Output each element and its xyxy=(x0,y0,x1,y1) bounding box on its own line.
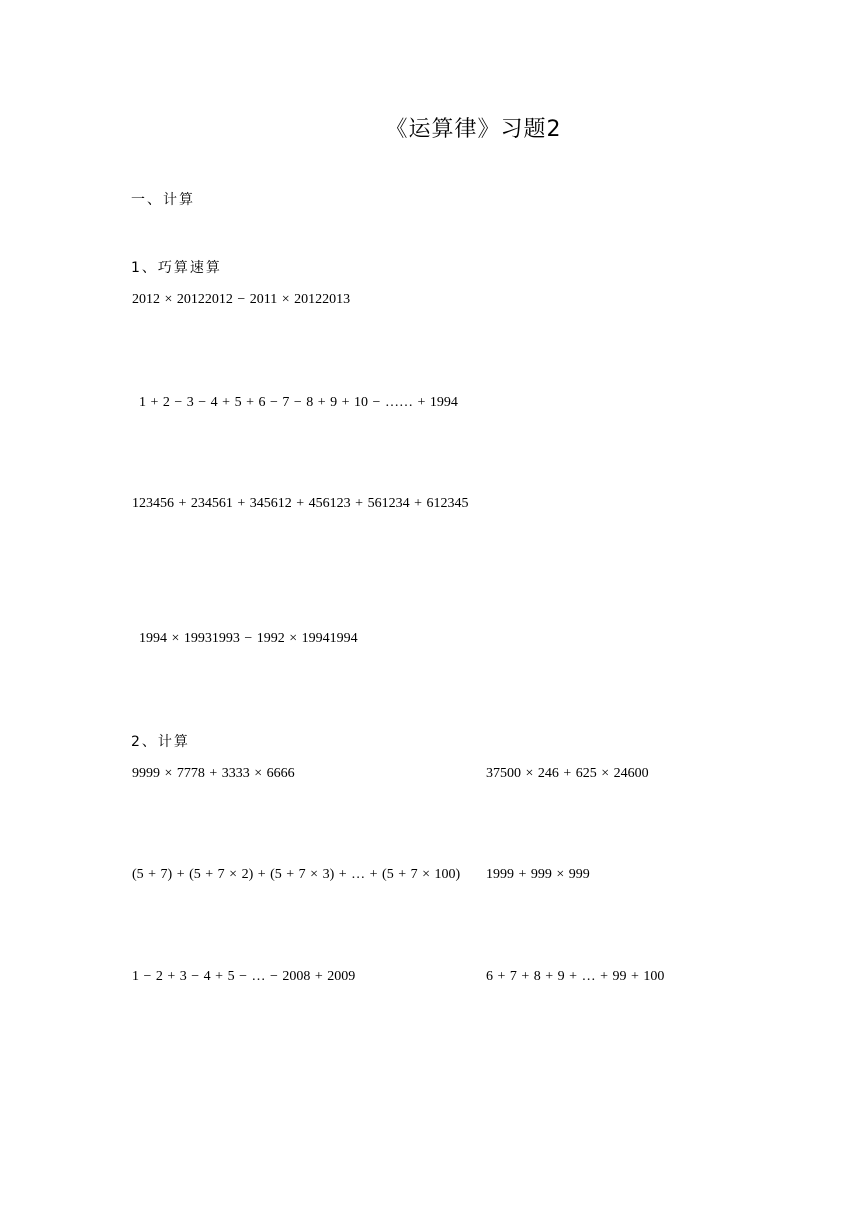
part1-heading: 1、巧算速算 xyxy=(131,260,222,276)
problem-2-3: (5 + 7) + (5 + 7 × 2) + (5 + 7 × 3) + … + (5 + 7 × 100) xyxy=(132,867,461,882)
problem-1-4: 1994 × 19931993 − 1992 × 19941994 xyxy=(139,631,358,646)
page-title: 《运算律》习题2 xyxy=(385,117,562,142)
problem-2-1: 9999 × 7778 + 3333 × 6666 xyxy=(132,766,295,781)
problem-1-2: 1 + 2 − 3 − 4 + 5 + 6 − 7 − 8 + 9 + 10 − …… + 1994 xyxy=(139,395,458,410)
problem-2-6: 6 + 7 + 8 + 9 + … + 99 + 100 xyxy=(486,969,665,984)
problem-2-4: 1999 + 999 × 999 xyxy=(486,867,590,882)
part2-heading: 2、计算 xyxy=(131,734,190,750)
problem-1-1: 2012 × 20122012 − 2011 × 20122013 xyxy=(132,292,351,307)
problem-2-2: 37500 × 246 + 625 × 24600 xyxy=(486,766,649,781)
problem-1-3: 123456 + 234561 + 345612 + 456123 + 561234 + 612345 xyxy=(132,496,469,511)
problem-2-5: 1 − 2 + 3 − 4 + 5 − … − 2008 + 2009 xyxy=(132,969,356,984)
section-heading: 一、计算 xyxy=(131,192,195,208)
